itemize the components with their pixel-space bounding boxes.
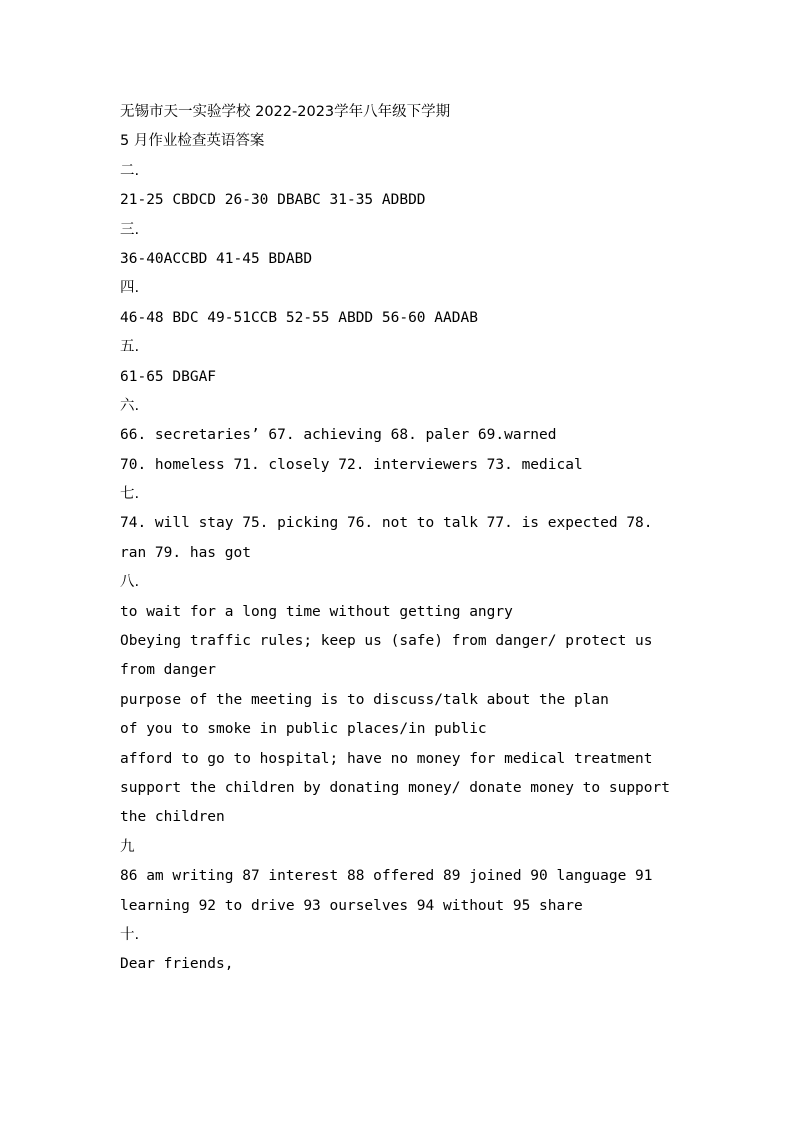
- section-heading-6: 六.: [120, 397, 140, 414]
- answer-line: purpose of the meeting is to discuss/talk about the plan: [120, 691, 609, 708]
- letter-salutation: Dear friends,: [120, 956, 234, 973]
- section-heading-2: 二.: [120, 162, 140, 179]
- section-heading-3: 三.: [120, 221, 140, 238]
- answer-line: 66. secretaries’ 67. achieving 68. paler 69.warned: [120, 427, 557, 444]
- answer-line: to wait for a long time without getting angry: [120, 603, 513, 620]
- answer-line: from danger: [120, 662, 217, 679]
- answer-key-content: [120, 98, 680, 980]
- section-heading-4: 四.: [120, 280, 140, 297]
- answer-line: 21-25 CBDCD 26-30 DBABC 31-35 ADBDD: [120, 192, 426, 209]
- answer-line: Obeying traffic rules; keep us (safe) from danger/ protect us: [120, 633, 653, 650]
- answer-line: the children: [120, 809, 225, 826]
- answer-line: learning 92 to drive 93 ourselves 94 without 95 share: [120, 897, 583, 914]
- answer-line: afford to go to hospital; have no money for medical treatment: [120, 750, 653, 767]
- answer-line: ran 79. has got: [120, 544, 251, 561]
- answer-line: 86 am writing 87 interest 88 offered 89 joined 90 language 91: [120, 868, 653, 885]
- answer-line: of you to smoke in public places/in public: [120, 721, 487, 738]
- answer-line: support the children by donating money/ donate money to support: [120, 779, 670, 796]
- section-heading-7: 七.: [120, 486, 140, 503]
- document-subtitle: 5 月作业检查英语答案: [120, 133, 265, 150]
- answer-line: 70. homeless 71. closely 72. interviewers 73. medical: [120, 456, 583, 473]
- section-heading-5: 五.: [120, 339, 140, 356]
- answer-line: 46-48 BDC 49-51CCB 52-55 ABDD 56-60 AADAB: [120, 309, 478, 326]
- answer-line: 61-65 DBGAF: [120, 368, 217, 385]
- answer-line: 36-40ACCBD 41-45 BDABD: [120, 250, 313, 267]
- section-heading-8: 八.: [120, 574, 140, 591]
- answer-line: 74. will stay 75. picking 76. not to talk 77. is expected 78.: [120, 515, 653, 532]
- document-title: 无锡市天一实验学校 2022-2023学年八年级下学期: [120, 104, 451, 120]
- section-heading-10: 十.: [120, 926, 140, 943]
- section-heading-9: 九: [120, 838, 135, 855]
